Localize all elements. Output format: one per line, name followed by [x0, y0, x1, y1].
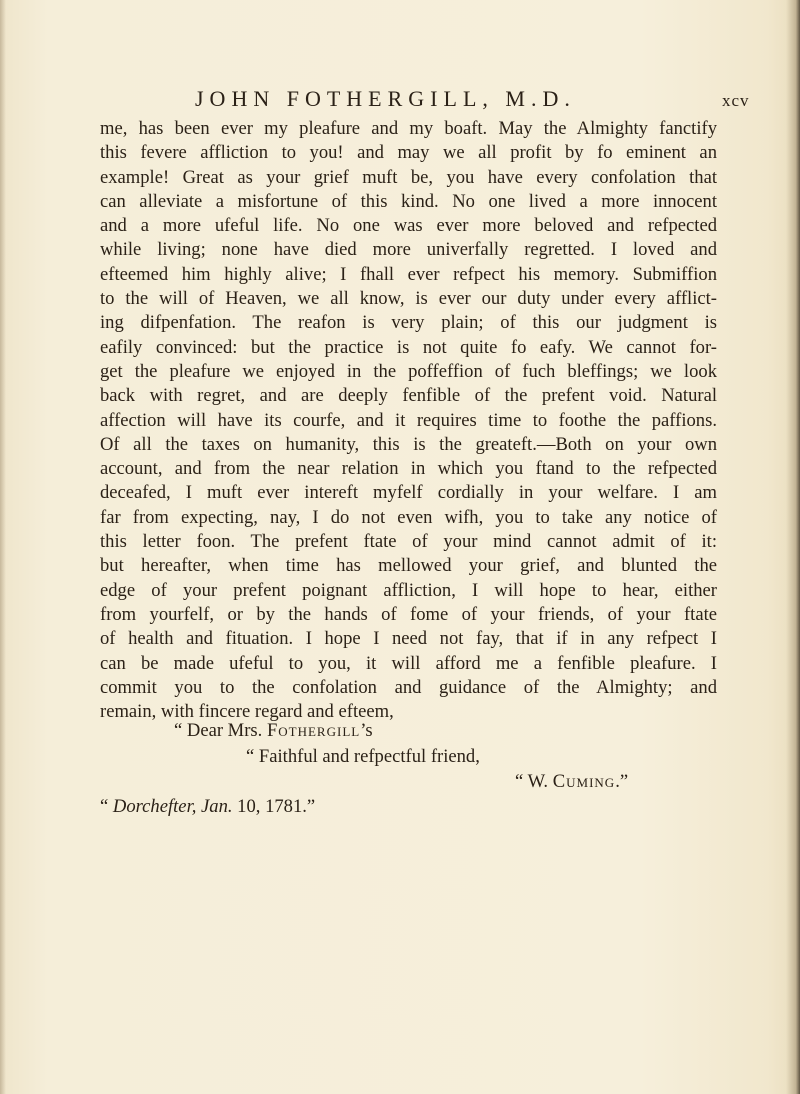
text-line: can alleviate a misfortune of this kind. No one lived a more innocent: [100, 190, 717, 212]
text-line: deceafed, I muft ever intereft myfelf cordially in your welfare. I am: [100, 482, 717, 504]
text-line: from yourfelf, or by the hands of fome of your friends, of your ftate: [100, 603, 717, 625]
place-open: “: [100, 796, 113, 817]
text-line: example! Great as your grief muft be, you have every confolation that: [100, 166, 717, 188]
text-line: me, has been ever my pleafure and my boaft. May the Almighty fanctify: [100, 118, 717, 139]
text-line: back with regret, and are deeply fenfible of the prefent void. Natural: [100, 385, 717, 407]
page-gutter-shadow: [0, 0, 6, 1094]
text-line: edge of your prefent poignant affliction, I will hope to hear, either: [100, 579, 717, 601]
signature-close: .”: [615, 771, 629, 792]
salutation-close: ’s: [360, 720, 373, 741]
addressee-name: Fothergill: [266, 720, 361, 741]
complimentary-text: “ Faithful and refpectful friend,: [246, 746, 480, 767]
text-line: can be made ufeful to you, it will afford me a fenfible pleafure. I: [100, 652, 717, 674]
text-line: this letter foon. The prefent ftate of your mind cannot admit of it:: [100, 531, 717, 553]
text-line: remain, with fincere regard and efteem,: [100, 701, 394, 723]
place-date: Dorchefter, Jan.: [112, 796, 233, 817]
text-line: of health and fituation. I hope I need not fay, that if in any refpect I: [100, 628, 717, 650]
text-line: affection will have its courfe, and it requires time to foothe the paffions.: [100, 409, 717, 431]
text-line: ing difpenfation. The reafon is very plain; of this our judgment is: [100, 312, 717, 334]
signatory-name: Cuming: [552, 771, 616, 792]
text-line: eafily convinced: but the practice is not quite fo eafy. We cannot for-: [100, 336, 717, 358]
text-line: far from expecting, nay, I do not even wifh, you to take any notice of: [100, 506, 717, 528]
date-rest: 10, 1781.”: [232, 796, 316, 817]
text-line: and a more ufeful life. No one was ever more beloved and refpected: [100, 215, 717, 237]
salutation-open: “ Dear Mrs.: [174, 720, 267, 741]
text-line: efteemed him highly alive; I fhall ever refpect his memory. Submiffion: [100, 263, 717, 285]
page-number: xcv: [722, 91, 750, 110]
letter-body: [100, 117, 717, 724]
text-line: commit you to the confolation and guidance of the Almighty; and: [100, 676, 717, 698]
text-line: while living; none have died more univerfally regretted. I loved and: [100, 239, 717, 261]
text-line: account, and from the near relation in which you ftand to the refpected: [100, 458, 717, 480]
text-line: Of all the taxes on humanity, this is the greateft.—Both on your own: [100, 433, 717, 455]
running-head-title: JOHN FOTHERGILL, M.D.: [195, 86, 576, 111]
text-line: this fevere affliction to you! and may we all profit by fo eminent an: [100, 142, 717, 164]
page-edge-shadow: [786, 0, 800, 1094]
text-line: to the will of Heaven, we all know, is ever our duty under every afflict-: [100, 288, 717, 310]
signature-open: “ W.: [515, 771, 553, 792]
text-line: but hereafter, when time has mellowed your grief, and blunted the: [100, 555, 717, 577]
text-line: get the pleafure we enjoyed in the poffeffion of fuch bleffings; we look: [100, 360, 717, 382]
